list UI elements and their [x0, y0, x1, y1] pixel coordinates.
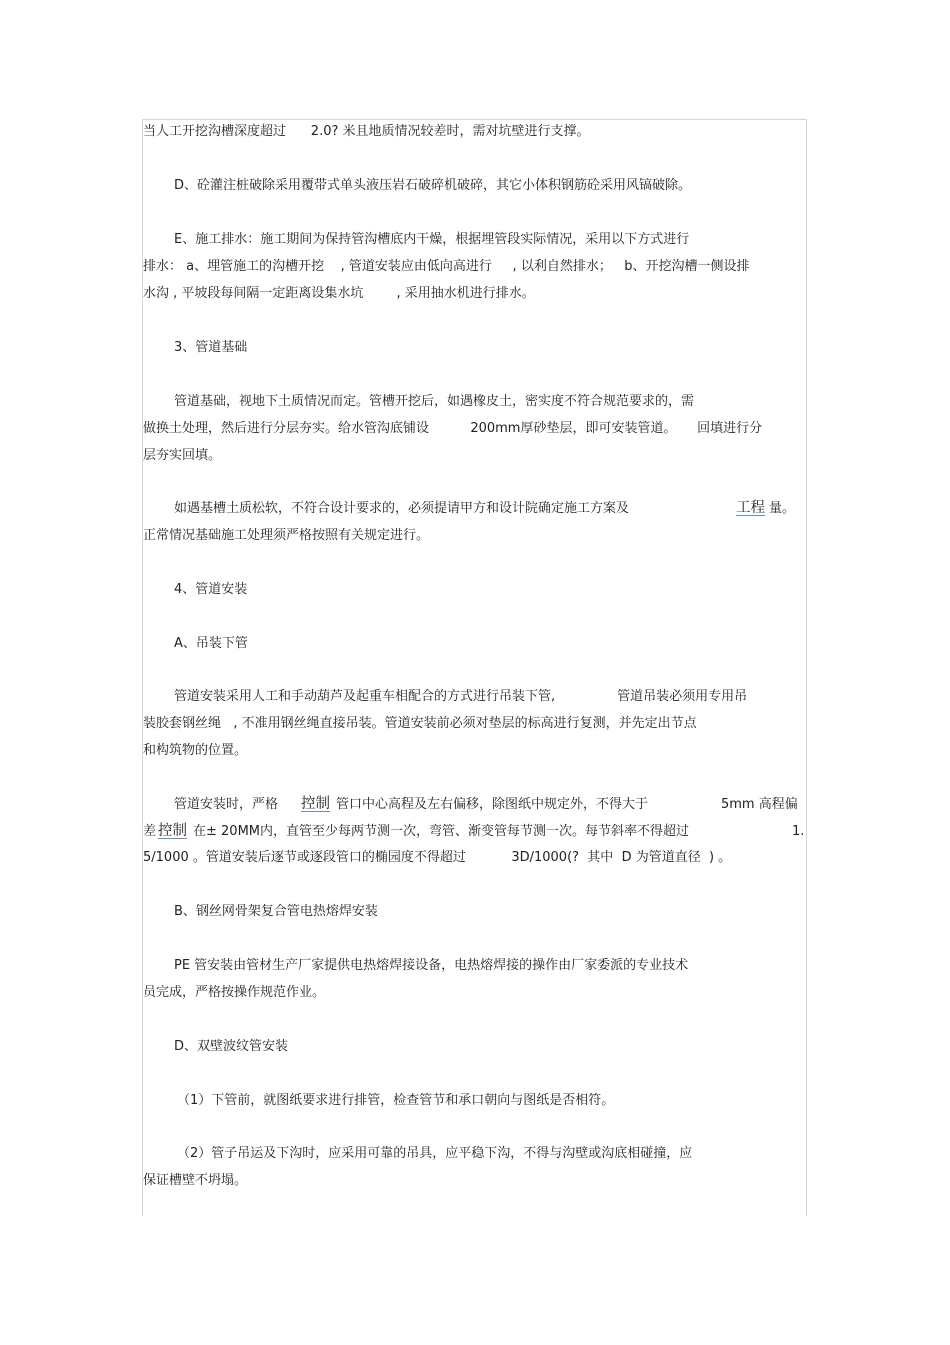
paragraph-line: 层夯实回填。 — [143, 448, 222, 463]
underlined-term: 控制 — [301, 796, 330, 812]
section-heading: 3、管道基础 — [174, 340, 248, 355]
underlined-term: 工程 — [736, 500, 765, 516]
paragraph-line: 1. — [792, 824, 805, 839]
underlined-term: 控制 — [158, 823, 187, 839]
subsection-heading: D、双壁波纹管安装 — [174, 1039, 289, 1054]
paragraph-line: 员完成，严格按操作规范作业。 — [143, 985, 326, 1000]
paragraph-line: D、砼灌注桩破除采用覆带式单头液压岩石破碎机破碎，其它小体积钢筋砼采用风镐破除。 — [174, 178, 692, 193]
paragraph-line: 和构筑物的位置。 — [143, 743, 248, 758]
paragraph-line: 装胶套钢丝绳 , 不准用钢丝绳直接吊装。管道安装前必须对垫层的标高进行复测，并先定出节点 — [143, 716, 697, 731]
paragraph-line: 当人工开挖沟槽深度超过 2.0? 米且地质情况较差时，需对坑壁进行支撑。 — [143, 124, 590, 139]
paragraph-line: 管道基础，视地下土质情况而定。管槽开挖后，如遇橡皮土，密实度不符合规范要求的，需 — [174, 394, 695, 409]
paragraph-line: 做换土处理，然后进行分层夯实。给水管沟底铺设 200mm厚砂垫层，即可安装管道。 回填进行分 — [143, 421, 763, 436]
paragraph-line: 水沟 , 平坡段每间隔一定距离设集水坑 , 采用抽水机进行排水。 — [143, 286, 535, 301]
paragraph-line: 量。 — [769, 501, 796, 516]
paragraph-line: 管道安装采用人工和手动葫芦及起重车相配合的方式进行吊装下管, 管道吊装必须用专用吊 — [174, 689, 748, 704]
paragraph-line: （2）管子吊运及下沟时，应采用可靠的吊具，应平稳下沟，不得与沟壁或沟底相碰撞，应 — [177, 1146, 693, 1161]
paragraph-line: 管道安装时，严格 — [174, 797, 279, 812]
paragraph-line: 5mm 高程偏 — [721, 797, 798, 812]
paragraph-line: 正常情况基础施工处理须严格按照有关规定进行。 — [143, 528, 430, 543]
paragraph-line: 差 — [143, 824, 157, 839]
paragraph-line: 如遇基槽土质松软，不符合设计要求的，必须提请甲方和设计院确定施工方案及 — [174, 501, 630, 516]
paragraph-line: 保证槽壁不坍塌。 — [143, 1173, 248, 1188]
paragraph-line: 管口中心高程及左右偏移，除图纸中规定外，不得大于 — [336, 797, 649, 812]
paragraph-line: （1）下管前，就图纸要求进行排管，检查管节和承口朝向与图纸是否相符。 — [177, 1093, 615, 1108]
paragraph-line: 5/1000 。管道安装后逐节或逐段管口的椭园度不得超过 3D/1000(? 其中 D 为管道直径 ) 。 — [143, 850, 732, 865]
paragraph-line: 在± 20MM内，直管至少每两节测一次，弯管、渐变管每节测一次。每节斜率不得超过 — [193, 824, 689, 839]
paragraph-line: 排水： a、埋管施工的沟槽开挖 , 管道安装应由低向高进行 , 以利自然排水； b、开挖沟槽一侧设排 — [143, 259, 750, 274]
section-heading: 4、管道安装 — [174, 582, 248, 597]
paragraph-line: PE 管安装由管材生产厂家提供电热熔焊接设备，电热熔焊接的操作由厂家委派的专业技术 — [174, 958, 689, 973]
paragraph-line: E、施工排水：施工期间为保持管沟槽底内干燥，根据埋管段实际情况，采用以下方式进行 — [174, 232, 690, 247]
subsection-heading: B、钢丝网骨架复合管电热熔焊安装 — [174, 904, 378, 919]
subsection-heading: A、吊装下管 — [174, 636, 248, 651]
